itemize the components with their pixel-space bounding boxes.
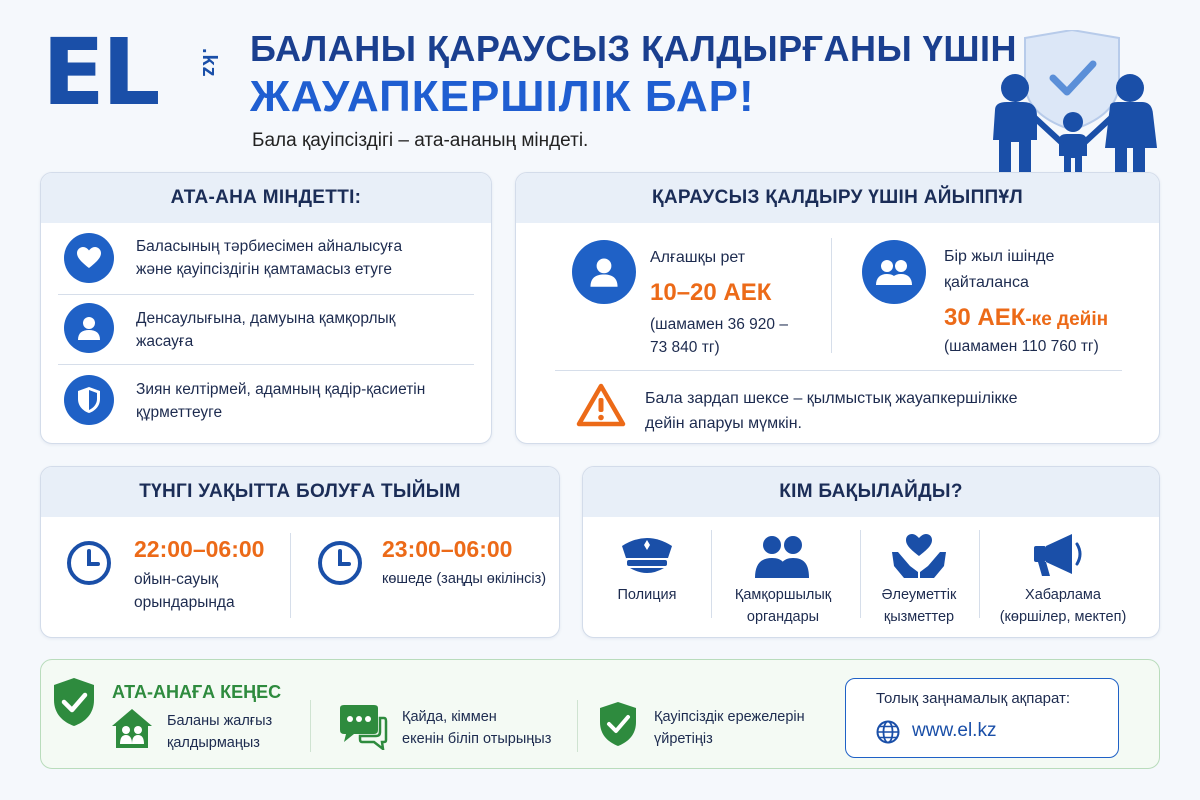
social-services-label-line-1: Әлеуметтік xyxy=(881,587,957,603)
warning-line-2: дейін апаруы мүмкін. xyxy=(645,415,802,432)
who-controls-title: КІМ БАҚЫЛАЙДЫ? xyxy=(583,467,1159,517)
first-approx-line-2: 73 840 тг) xyxy=(650,339,720,356)
duty-3-line-1: Зиян келтірмей, адамның қадір-қасиетін xyxy=(136,381,426,398)
duty-3-text xyxy=(136,378,425,424)
repeat-amount-suffix: -ке дейін xyxy=(1025,309,1109,330)
warning-icon xyxy=(576,383,626,427)
clock-icon xyxy=(317,540,363,586)
curfew-place-1 xyxy=(134,568,235,614)
heart-icon xyxy=(64,233,114,283)
hands-heart-icon xyxy=(890,532,948,578)
advice-3-line-1: Қауіпсіздік ережелерін xyxy=(654,709,805,725)
megaphone-icon xyxy=(1028,532,1086,578)
advice-3-text xyxy=(654,706,805,750)
police-label-line-1: Полиция xyxy=(617,587,677,603)
advice-divider xyxy=(577,700,578,752)
police-cap-icon xyxy=(618,532,676,578)
duty-3-line-2: құрметтеуге xyxy=(136,404,223,421)
headline-line-1: БАЛАНЫ ҚАРАУСЫЗ ҚАЛДЫРҒАНЫ ҮШІН xyxy=(250,28,1017,69)
night-divider xyxy=(290,533,291,618)
duty-2-line-2: жасауға xyxy=(136,333,194,350)
guardianship-label xyxy=(727,584,839,628)
advice-divider xyxy=(310,700,311,752)
duty-2-text xyxy=(136,307,395,353)
duty-divider xyxy=(58,294,474,295)
repeat-offense-label xyxy=(944,244,1054,296)
clock-icon xyxy=(66,540,112,586)
control-divider xyxy=(860,530,861,618)
repeat-label-line-1: Бір жыл ішінде xyxy=(944,248,1055,265)
subtitle: Бала қауіпсіздігі – ата-ананың міндеті. xyxy=(252,130,589,151)
advice-3-line-2: үйретіңіз xyxy=(654,731,713,747)
repeat-amount-value: 30 АЕК xyxy=(944,304,1026,331)
person-icon xyxy=(572,240,636,304)
fines-divider xyxy=(831,238,832,353)
logo-text: EL xyxy=(42,19,158,126)
report-label-line-2: (көршілер, мектеп) xyxy=(999,609,1127,625)
el-kz-logo xyxy=(42,19,220,126)
warning-line-1: Бала зардап шексе – қылмыстық жауапкершілікке xyxy=(645,390,1018,407)
curfew-place-1-line-1: ойын-сауық xyxy=(134,571,219,588)
social-services-label xyxy=(870,584,968,628)
duty-1-line-1: Баласының тәрбиесімен айналысуға xyxy=(136,238,403,255)
shield-icon xyxy=(64,375,114,425)
repeat-offense-amount xyxy=(944,304,1108,332)
curfew-time-2: 23:00–06:00 xyxy=(382,536,513,562)
night-curfew-title: ТҮНГІ УАҚЫТТА БОЛУҒА ТЫЙЫМ xyxy=(41,467,559,517)
fines-title: ҚАРАУСЫЗ ҚАЛДЫРУ ҮШІН АЙЫППҰЛ xyxy=(516,173,1159,223)
shield-check-icon xyxy=(52,676,96,728)
duty-divider xyxy=(58,364,474,365)
advice-1-line-2: қалдырмаңыз xyxy=(167,735,260,751)
house-children-icon xyxy=(110,706,154,750)
fines-divider xyxy=(555,370,1122,371)
person-icon xyxy=(64,303,114,353)
first-offense-label: Алғашқы рет xyxy=(650,249,746,266)
logo-suffix: .kz xyxy=(198,48,220,78)
duty-2-line-1: Денсаулығына, дамуына қамқорлық xyxy=(136,310,396,327)
duty-1-line-2: және қауіпсіздігін қамтамасыз етуге xyxy=(136,261,392,278)
repeat-offense-approx: (шамамен 110 760 тг) xyxy=(944,338,1099,355)
social-services-label-line-2: қызметтер xyxy=(883,609,955,625)
shield-check-icon xyxy=(598,700,638,748)
people-icon xyxy=(753,534,811,580)
criminal-liability-warning xyxy=(645,386,1018,436)
website-link[interactable]: www.el.kz xyxy=(912,720,997,741)
group-icon xyxy=(862,240,926,304)
legal-info-label: Толық заңнамалық ақпарат: xyxy=(876,690,1071,707)
advice-2-line-1: Қайда, кіммен xyxy=(402,709,497,725)
report-label-line-1: Хабарлама xyxy=(1025,587,1101,603)
advice-1-line-1: Баланы жалғыз xyxy=(167,713,273,729)
guardianship-label-line-2: органдары xyxy=(746,609,820,625)
first-approx-line-1: (шамамен 36 920 – xyxy=(650,316,788,333)
report-label xyxy=(988,584,1138,628)
advice-2-line-2: екенін біліп отырыңыз xyxy=(402,731,552,747)
chat-icon xyxy=(336,704,388,750)
curfew-place-2: көшеде (заңды өкілінсіз) xyxy=(382,571,547,587)
police-label xyxy=(604,584,690,606)
advice-2-text xyxy=(402,706,551,750)
parent-duties-title: АТА-АНА МІНДЕТТІ: xyxy=(41,173,491,223)
parent-advice-title: АТА-АНАҒА КЕҢЕС xyxy=(112,682,282,702)
family-shield-illustration xyxy=(985,30,1160,175)
control-divider xyxy=(711,530,712,618)
guardianship-label-line-1: Қамқоршылық xyxy=(734,587,832,603)
first-offense-amount: 10–20 АЕК xyxy=(650,279,772,306)
curfew-place-1-line-2: орындарында xyxy=(134,594,235,611)
globe-icon xyxy=(876,720,900,744)
first-offense-approx xyxy=(650,313,788,359)
duty-1-text xyxy=(136,235,402,281)
curfew-time-1: 22:00–06:00 xyxy=(134,536,265,562)
advice-1-text xyxy=(167,710,272,754)
control-divider xyxy=(979,530,980,618)
headline-line-2: ЖАУАПКЕРШІЛІК БАР! xyxy=(250,72,755,121)
repeat-label-line-2: қайталанса xyxy=(944,274,1029,291)
